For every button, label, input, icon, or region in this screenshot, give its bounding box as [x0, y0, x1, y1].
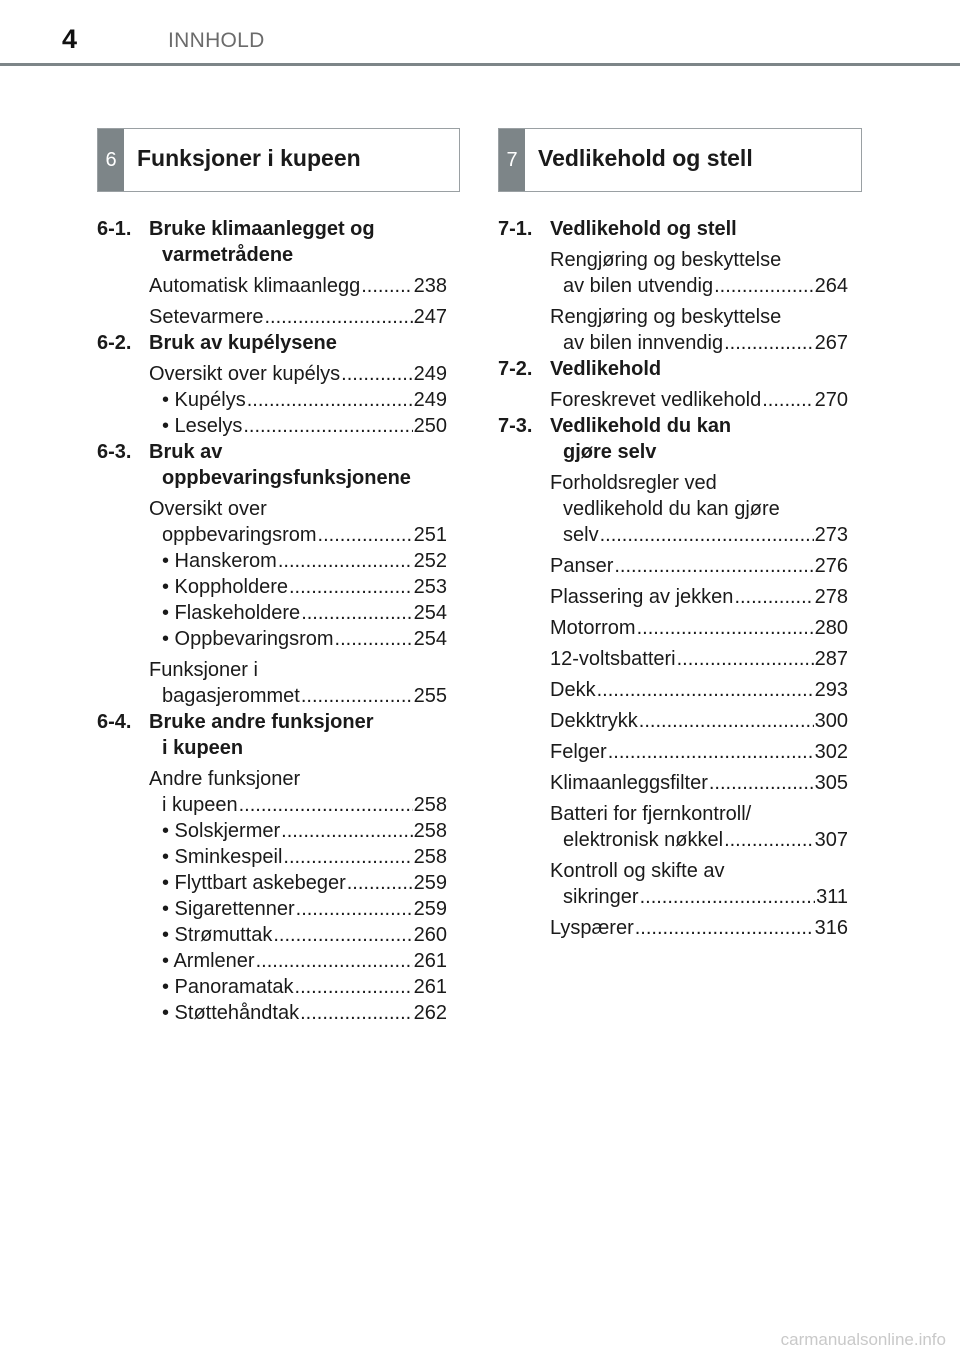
section-title: i kupeen [162, 737, 244, 759]
section-heading[interactable] [498, 413, 848, 465]
entry-title: selv [563, 524, 599, 546]
page-ref: 307 [814, 829, 848, 851]
toc-entry[interactable] [498, 584, 848, 610]
entry-title: av bilen innvendig [563, 332, 724, 354]
section-title: Bruk av kupélysene [149, 332, 337, 354]
chapter-title: Vedlikehold og stell [538, 145, 753, 171]
toc-column-right [498, 216, 848, 941]
entry-title: • Flaskeholdere [162, 602, 301, 624]
page-ref: 252 [413, 550, 447, 572]
page-ref: 258 [413, 794, 447, 816]
chapter-6-box[interactable] [97, 128, 460, 192]
entry-title: • Hanskerom [162, 550, 277, 572]
toc-entry[interactable] [498, 801, 848, 853]
entry-title: Panser [550, 555, 614, 577]
section-title: Vedlikehold [550, 358, 662, 380]
entry-title: • Oppbevaringsrom [162, 628, 334, 650]
page-ref: 260 [413, 924, 447, 946]
section-title: Bruke klimaanlegget og [149, 218, 375, 240]
entry-title: • Sigarettenner [162, 898, 295, 920]
toc-entry[interactable] [498, 304, 848, 356]
entry-title: Funksjoner i [149, 659, 258, 681]
toc-entry[interactable] [498, 553, 848, 579]
entry-title: Oversikt over kupélys [149, 363, 341, 385]
section-title: gjøre selv [563, 441, 657, 463]
toc-section [97, 330, 447, 439]
entry-title: sikringer [563, 886, 639, 908]
page-ref: 261 [413, 950, 447, 972]
chapter-title: Funksjoner i kupeen [137, 145, 361, 171]
section-title: oppbevaringsfunksjonene [162, 467, 411, 489]
page-ref: 258 [413, 820, 447, 842]
toc-entry[interactable] [97, 657, 447, 709]
entry-title: Foreskrevet vedlikehold [550, 389, 762, 411]
page-ref: 261 [413, 976, 447, 998]
page-ref: 255 [413, 685, 447, 707]
section-title: Bruk av [149, 441, 223, 463]
toc-subentry[interactable] [97, 626, 447, 652]
toc-entry[interactable] [97, 766, 447, 818]
toc-subentry[interactable] [97, 844, 447, 870]
entry-title: Lyspærer [550, 917, 634, 939]
section-number: 6-4. [97, 711, 132, 733]
entry-title: i kupeen [162, 794, 238, 816]
page-ref: 287 [814, 648, 848, 670]
section-title: varmetrådene [162, 244, 294, 266]
section-number: 6-1. [97, 218, 132, 240]
entry-title: • Koppholdere [162, 576, 288, 598]
page-ref: 280 [814, 617, 848, 639]
toc-subentry[interactable] [97, 1000, 447, 1026]
chapter-7-box[interactable] [498, 128, 862, 192]
page-ref: 305 [814, 772, 848, 794]
entry-title: Oversikt over [149, 498, 267, 520]
entry-title: av bilen utvendig [563, 275, 714, 297]
page-ref: 251 [413, 524, 447, 546]
toc-entry[interactable] [498, 677, 848, 703]
toc-subentry[interactable] [97, 548, 447, 574]
toc-subentry[interactable] [97, 948, 447, 974]
entry-title: elektronisk nøkkel [563, 829, 724, 851]
page-number: 4 [62, 24, 78, 54]
entry-title: Automatisk klimaanlegg [149, 275, 361, 297]
toc-entry[interactable] [498, 615, 848, 641]
page-ref: 249 [413, 363, 447, 385]
toc-entry[interactable] [498, 387, 848, 413]
toc-entry[interactable] [498, 470, 848, 548]
page-ref: 267 [814, 332, 848, 354]
entry-title: oppbevaringsrom [162, 524, 317, 546]
section-title: Vedlikehold og stell [550, 218, 737, 240]
section-title: Vedlikehold du kan [550, 415, 732, 437]
page-ref: 247 [413, 306, 447, 328]
page-ref: 264 [814, 275, 848, 297]
page-ref: 311 [816, 886, 848, 908]
section-number: 6-3. [97, 441, 132, 463]
toc-subentry[interactable] [97, 922, 447, 948]
section-number: 6-2. [97, 332, 132, 354]
toc-subentry[interactable] [97, 870, 447, 896]
toc-section [97, 709, 447, 1026]
toc-subentry[interactable] [97, 896, 447, 922]
section-heading[interactable] [498, 356, 848, 382]
toc-subentry[interactable] [97, 818, 447, 844]
section-heading[interactable] [498, 216, 848, 242]
toc-entry[interactable] [498, 247, 848, 299]
toc-entry[interactable] [97, 496, 447, 548]
page-ref: 250 [413, 415, 447, 437]
toc-entry[interactable] [498, 739, 848, 765]
page-ref: 316 [814, 917, 848, 939]
toc-subentry[interactable] [97, 574, 447, 600]
section-number: 7-1. [498, 218, 533, 240]
section-title: Bruke andre funksjoner [149, 711, 374, 733]
entry-title: • Sminkespeil [162, 846, 283, 868]
page-ref: 273 [814, 524, 848, 546]
section-number: 7-3. [498, 415, 533, 437]
entry-title: • Panoramatak [162, 976, 294, 998]
toc-subentry[interactable] [97, 387, 447, 413]
toc-subentry[interactable] [97, 413, 447, 439]
section-heading[interactable] [97, 216, 447, 268]
entry-title: Felger [550, 741, 607, 763]
page-ref: 254 [413, 602, 447, 624]
chapter-number-tab: 6 [98, 129, 124, 191]
page-header [0, 0, 960, 66]
entry-title: Rengjøring og beskyttelse [550, 306, 782, 328]
entry-title: Batteri for fjernkontroll/ [550, 803, 752, 825]
toc-section [97, 216, 447, 330]
entry-title: • Kupélys [162, 389, 246, 411]
entry-title: • Leselys [162, 415, 243, 437]
watermark: carmanualsonline.info [780, 1330, 946, 1349]
entry-title: • Solskjermer [162, 820, 281, 842]
toc-column-left [97, 216, 447, 1026]
entry-title: Forholdsregler ved [550, 472, 717, 494]
page-ref: 259 [413, 872, 447, 894]
entry-title: Dekk [550, 679, 596, 701]
section-heading[interactable] [97, 709, 447, 761]
chapter-number-tab: 7 [499, 129, 525, 191]
page-ref: 270 [814, 389, 848, 411]
page-ref: 238 [413, 275, 447, 297]
entry-title: • Armlener [162, 950, 255, 972]
entry-title: Dekktrykk [550, 710, 638, 732]
toc-section [498, 216, 848, 356]
entry-title: • Strømuttak [162, 924, 273, 946]
entry-title: • Støttehåndtak [162, 1002, 300, 1024]
page-ref: 258 [413, 846, 447, 868]
toc-entry[interactable] [498, 708, 848, 734]
entry-title: • Flyttbart askebeger [162, 872, 346, 894]
entry-title: Setevarmere [149, 306, 264, 328]
toc-entry[interactable] [97, 304, 447, 330]
header-rule [0, 63, 960, 66]
entry-title: bagasjerommet [162, 685, 300, 707]
section-number: 7-2. [498, 358, 533, 380]
toc-entry[interactable] [498, 915, 848, 941]
page-ref: 254 [413, 628, 447, 650]
toc-entry[interactable] [97, 361, 447, 387]
page-ref: 278 [814, 586, 848, 608]
page-title: INNHOLD [168, 29, 265, 52]
toc-entry[interactable] [498, 770, 848, 796]
page-ref: 300 [814, 710, 848, 732]
toc-subentry[interactable] [97, 974, 447, 1000]
toc-section [498, 356, 848, 413]
section-heading[interactable] [97, 330, 447, 356]
entry-title: Motorrom [550, 617, 636, 639]
entry-title: Andre funksjoner [149, 768, 301, 790]
page-ref: 249 [413, 389, 447, 411]
page-ref: 276 [814, 555, 848, 577]
entry-title: 12-voltsbatteri [550, 648, 676, 670]
page-ref: 262 [413, 1002, 447, 1024]
toc-section [498, 413, 848, 941]
toc-entry[interactable] [97, 273, 447, 299]
entry-title: vedlikehold du kan gjøre [563, 498, 780, 520]
toc-section [97, 439, 447, 709]
page-ref: 293 [814, 679, 848, 701]
page-ref: 259 [413, 898, 447, 920]
toc-subentry[interactable] [97, 600, 447, 626]
toc-entry[interactable] [498, 646, 848, 672]
entry-title: Klimaanleggsfilter [550, 772, 708, 794]
entry-title: Plassering av jekken [550, 586, 734, 608]
entry-title: Kontroll og skifte av [550, 860, 725, 882]
entry-title: Rengjøring og beskyttelse [550, 249, 782, 271]
page-ref: 302 [814, 741, 848, 763]
toc-entry[interactable] [498, 858, 848, 910]
section-heading[interactable] [97, 439, 447, 491]
page-ref: 253 [413, 576, 447, 598]
